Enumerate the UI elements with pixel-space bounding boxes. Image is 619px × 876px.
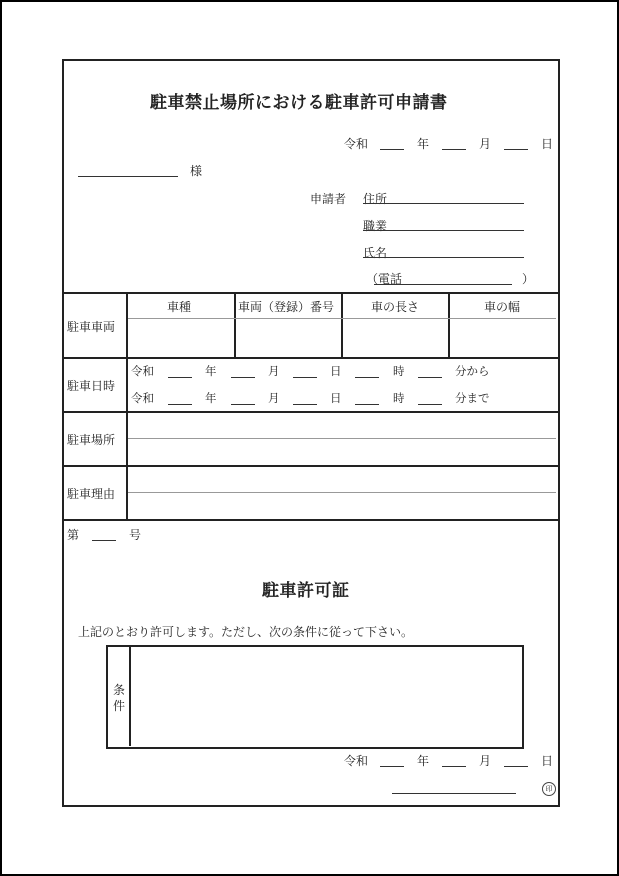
form-title: 駐車禁止場所における駐車許可申請書 <box>150 93 448 113</box>
start-month-label: 月 <box>268 364 280 378</box>
reason-field[interactable] <box>128 467 556 519</box>
start-from-label: 分から <box>455 364 490 378</box>
end-year-blank[interactable] <box>168 404 192 405</box>
seal-mark: 印 <box>542 782 556 796</box>
start-day-blank[interactable] <box>293 377 317 378</box>
start-day-label: 日 <box>330 364 342 378</box>
start-year-blank[interactable] <box>168 377 192 378</box>
occupation-label: 職業 <box>363 219 388 233</box>
occupation-field[interactable] <box>363 230 524 231</box>
permit-statement: 上記のとおり許可します。ただし、次の条件に従って下さい。 <box>78 625 414 639</box>
date-day-blank[interactable] <box>504 149 528 150</box>
permit-month-label: 月 <box>479 754 492 768</box>
vehicle-length-cell[interactable] <box>343 320 448 357</box>
start-hour-blank[interactable] <box>355 377 379 378</box>
end-day-blank[interactable] <box>293 404 317 405</box>
applicant-label: 申請者 <box>310 192 347 206</box>
start-hour-label: 時 <box>393 364 405 378</box>
end-hour-blank[interactable] <box>355 404 379 405</box>
permit-day-blank[interactable] <box>504 766 528 767</box>
end-hour-label: 時 <box>393 391 405 405</box>
start-year-label: 年 <box>205 364 217 378</box>
start-minute-blank[interactable] <box>418 377 442 378</box>
issuer-signature-field[interactable] <box>392 793 516 794</box>
location-field[interactable] <box>128 413 556 465</box>
vehicle-col-width: 車の幅 <box>484 300 521 314</box>
permit-title: 駐車許可証 <box>262 581 350 601</box>
conditions-field[interactable] <box>131 647 520 745</box>
date-month-label: 月 <box>479 137 492 151</box>
divider-header <box>62 292 558 294</box>
permit-number-prefix: 第 <box>67 528 80 542</box>
date-year-blank[interactable] <box>380 149 404 150</box>
vehicle-width-cell[interactable] <box>450 320 556 357</box>
addressee-blank[interactable] <box>78 176 178 177</box>
phone-close: ） <box>522 272 535 286</box>
vehicle-col-type: 車種 <box>167 300 192 314</box>
end-year-label: 年 <box>205 391 217 405</box>
address-label: 住所 <box>363 192 388 206</box>
date-year-label: 年 <box>417 137 430 151</box>
start-era: 令和 <box>131 364 154 378</box>
vehicle-type-cell[interactable] <box>128 320 234 357</box>
permit-number-blank[interactable] <box>92 540 116 541</box>
permit-year-label: 年 <box>417 754 430 768</box>
vehicle-col-number: 車両（登録）番号 <box>238 300 335 314</box>
permit-year-blank[interactable] <box>380 766 404 767</box>
vehicle-row-label: 駐車車両 <box>67 320 116 334</box>
divider-reason <box>62 519 558 521</box>
conditions-label-2: 件 <box>113 699 126 713</box>
end-minute-blank[interactable] <box>418 404 442 405</box>
date-month-blank[interactable] <box>442 149 466 150</box>
phone-field[interactable] <box>374 284 512 285</box>
permit-number-suffix: 号 <box>129 528 142 542</box>
vehicle-header-divider <box>128 318 556 319</box>
date-era: 令和 <box>344 137 369 151</box>
name-label: 氏名 <box>363 246 388 260</box>
divider-vehicle <box>62 357 558 359</box>
phone-label: （電話 <box>366 272 403 286</box>
end-month-label: 月 <box>268 391 280 405</box>
end-month-blank[interactable] <box>231 404 255 405</box>
end-until-label: 分まで <box>455 391 490 405</box>
start-month-blank[interactable] <box>231 377 255 378</box>
conditions-label-1: 条 <box>113 683 126 697</box>
location-row-label: 駐車場所 <box>67 433 116 447</box>
vehicle-col-length: 車の長さ <box>371 300 420 314</box>
vehicle-number-cell[interactable] <box>236 320 341 357</box>
addressee-suffix: 様 <box>190 164 203 178</box>
reason-row-label: 駐車理由 <box>67 487 116 501</box>
permit-date-era: 令和 <box>344 754 369 768</box>
permit-day-label: 日 <box>541 754 554 768</box>
permit-month-blank[interactable] <box>442 766 466 767</box>
end-day-label: 日 <box>330 391 342 405</box>
name-field[interactable] <box>363 257 524 258</box>
date-day-label: 日 <box>541 137 554 151</box>
datetime-row-label: 駐車日時 <box>67 379 116 393</box>
address-field[interactable] <box>363 203 524 204</box>
end-era: 令和 <box>131 391 154 405</box>
